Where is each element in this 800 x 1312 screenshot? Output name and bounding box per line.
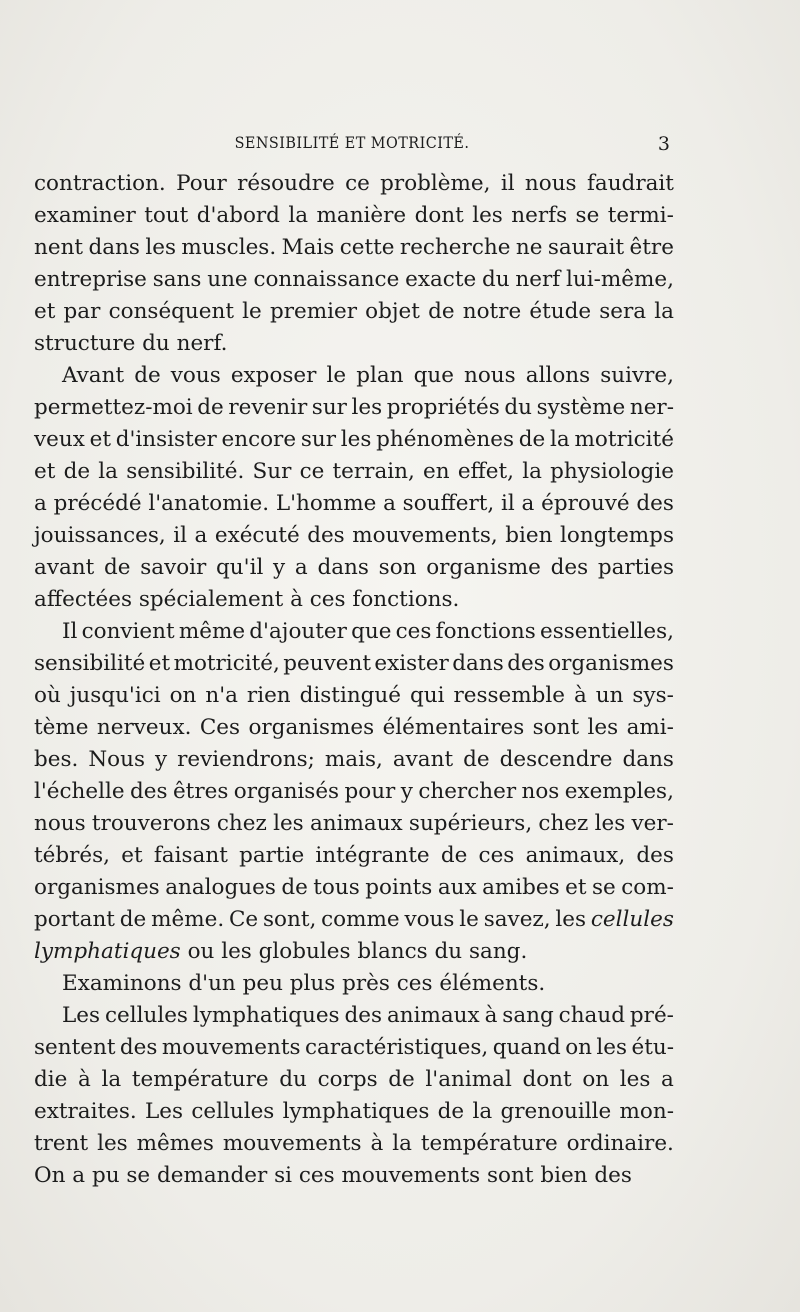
text-line: avant de savoir qu'il y a dans son organisme des parties [34,555,674,580]
text-line: bes. Nous y reviendrons; mais, avant de descendre dans [34,747,674,772]
text-line: structure du nerf. [34,331,228,356]
text-line: portant de même. Ce sont, comme vous le savez, les cellules [34,907,674,932]
text-line: organismes analogues de tous points aux amibes et se com- [34,875,674,900]
text-line: On a pu se demander si ces mouvements sont bien des [34,1163,632,1188]
text-line: permettez-moi de revenir sur les propriétés du système ner- [34,395,674,420]
page-number: 3 [657,133,670,155]
text-line: Il convient même d'ajouter que ces fonctions essentielles, [62,619,674,644]
text-line: affectées spécialement à ces fonctions. [34,587,460,612]
text-line: Avant de vous exposer le plan que nous allons suivre, [62,363,674,388]
running-title: SENSIBILITÉ ET MOTRICITÉ. [234,133,470,152]
text-line: sentent des mouvements caractéristiques, quand on les étu- [34,1035,674,1060]
text-line: veux et d'insister encore sur les phénomènes de la motricité [34,427,674,452]
text-line: trent les mêmes mouvements à la température ordinaire. [34,1131,674,1156]
text-line: l'échelle des êtres organisés pour y chercher nos exemples, [34,779,674,804]
text-line: jouissances, il a exécuté des mouvements, bien longtemps [34,523,674,548]
text-line: extraites. Les cellules lymphatiques de la grenouille mon- [34,1099,674,1124]
text-line: entreprise sans une connaissance exacte du nerf lui-même, [34,267,674,292]
text-line: nent dans les muscles. Mais cette recherche ne saurait être [34,235,674,260]
text-line: Examinons d'un peu plus près ces éléments. [62,971,546,996]
page-header [34,133,670,159]
text-line: tébrés, et faisant partie intégrante de ces animaux, des [34,843,674,868]
text-line: et par conséquent le premier objet de notre étude sera la [34,299,674,324]
text-line: où jusqu'ici on n'a rien distingué qui ressemble à un sys- [34,683,674,708]
text-line: Les cellules lymphatiques des animaux à sang chaud pré- [62,1003,674,1028]
text-line: die à la température du corps de l'animal dont on les a [34,1067,674,1092]
text-line: contraction. Pour résoudre ce problème, il nous faudrait [34,171,674,196]
text-line: examiner tout d'abord la manière dont les nerfs se termi- [34,203,674,228]
text-line: lymphatiques ou les globules blancs du sang. [34,939,528,964]
text-line: sensibilité et motricité, peuvent exister dans des organismes [34,651,674,676]
text-line: tème nerveux. Ces organismes élémentaires sont les ami- [34,715,674,740]
text-line: et de la sensibilité. Sur ce terrain, en effet, la physiologie [34,459,674,484]
body-text [34,168,674,1192]
text-line: a précédé l'anatomie. L'homme a souffert, il a éprouvé des [34,491,674,516]
text-line: nous trouverons chez les animaux supérieurs, chez les ver- [34,811,674,836]
